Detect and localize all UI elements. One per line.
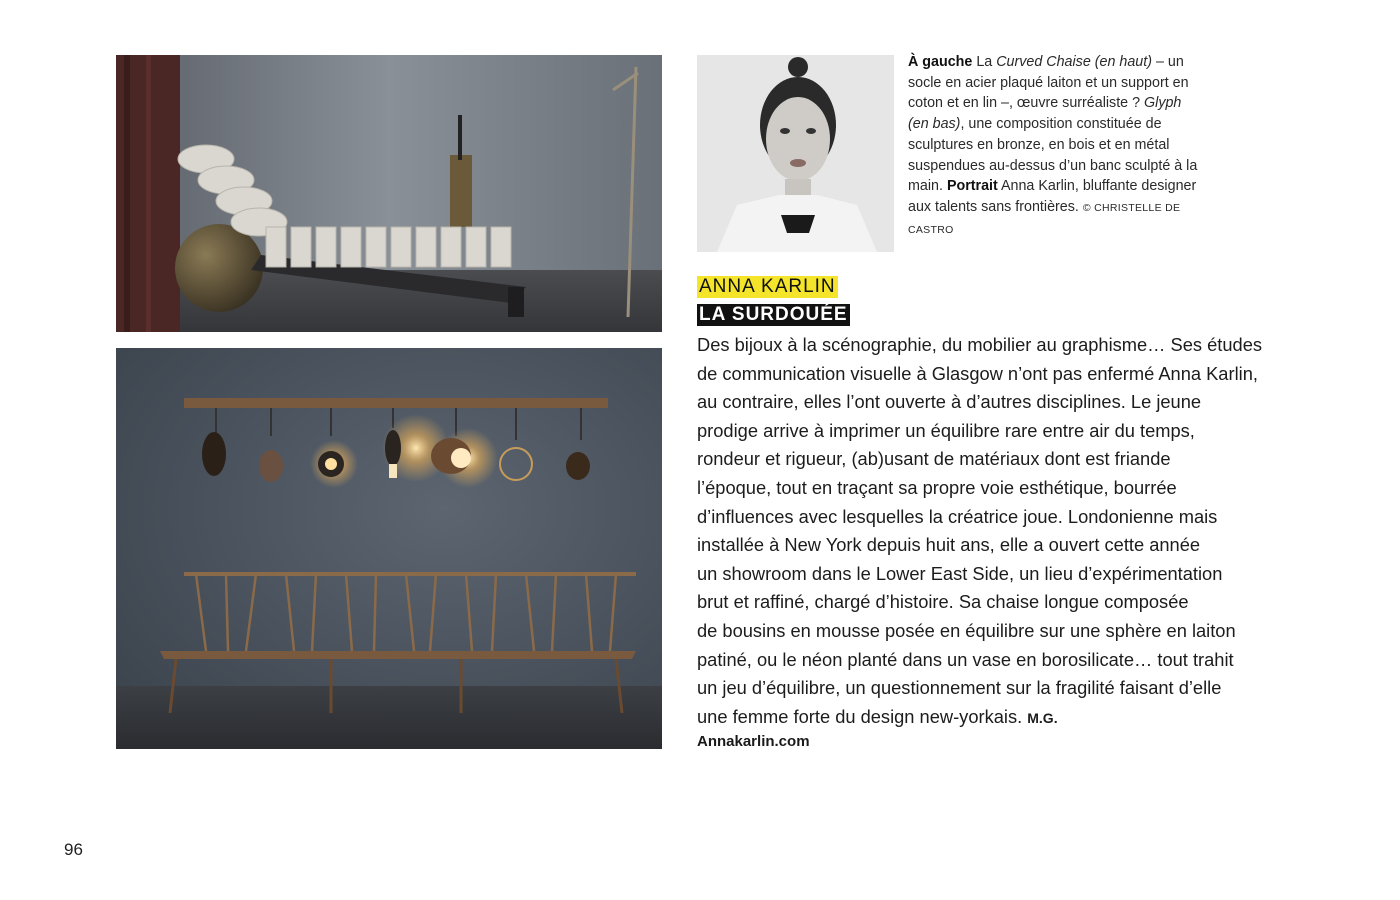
caption-label-left: À gauche	[908, 54, 973, 70]
article-title-subtitle: LA SURDOUÉE	[699, 304, 848, 325]
caption-text: Anna Karlin, bluffante designer aux talents sans frontières.	[908, 178, 1197, 215]
body-line: prodige arrive à imprimer un équilibre rare entre air du temps,	[697, 419, 1195, 441]
portrait-illustration	[697, 55, 894, 252]
article-title-name: ANNA KARLIN	[699, 276, 836, 297]
portrait-photo	[697, 55, 894, 252]
chaise-photo	[116, 55, 662, 332]
photo-credit: © CHRISTELLE DE CASTRO	[908, 201, 1181, 236]
body-line: patiné, ou le néon planté dans un vase en borosilicate… tout trahit	[697, 648, 1234, 670]
body-line: de bousins en mousse posée en équilibre sur une sphère en laiton	[697, 619, 1236, 641]
body-line: d’influences avec lesquelles la créatrice joue. Londonienne mais	[697, 505, 1218, 527]
body-line: au contraire, elles l’ont ouverte à d’autres disciplines. Le jeune	[697, 391, 1202, 413]
caption-text: , une composition constituée de sculptures en bronze, en bois et en métal suspendues au-dessus d’un banc sculpté à la main.	[908, 116, 1198, 195]
body-line: une femme forte du design new-yorkais.	[697, 705, 1028, 727]
body-line: de communication visuelle à Glasgow n’ont pas enfermé Anna Karlin,	[697, 362, 1258, 384]
body-line: un showroom dans le Lower East Side, un lieu d’expérimentation	[697, 562, 1223, 584]
body-line: brut et raffiné, chargé d’histoire. Sa chaise longue composée	[697, 591, 1189, 613]
article-body	[697, 331, 1297, 732]
body-line: Des bijoux à la scénographie, du mobilier au graphisme… Ses études	[697, 334, 1263, 355]
body-line: un jeu d’équilibre, un questionnement sur la fragilité faisant d’elle	[697, 677, 1222, 699]
caption-glyph-name: Glyph (en bas)	[908, 95, 1182, 133]
body-line: l’époque, tout en traçant sa propre voie esthétique, bourrée	[697, 476, 1177, 498]
caption-label-portrait: Portrait	[946, 178, 998, 195]
page-number: 96	[64, 840, 83, 859]
body-line: rondeur et rigueur, (ab)usant de matériaux dont est friande	[697, 448, 1171, 470]
caption-text: – un socle en acier plaqué laiton et un support en coton et en lin –, œuvre surréaliste ?	[908, 54, 1189, 112]
caption-text: La	[972, 54, 997, 70]
glyph-illustration	[116, 348, 662, 749]
photo-caption	[908, 52, 1198, 240]
body-line: installée à New York depuis huit ans, elle a ouvert cette année	[697, 534, 1201, 556]
body-line-last	[697, 703, 1297, 733]
website-link[interactable]: Annakarlin.com	[697, 733, 810, 750]
glyph-photo	[116, 348, 662, 749]
author-signature: M.G.	[1027, 709, 1058, 726]
chaise-illustration	[116, 55, 662, 332]
caption-chaise-name: Curved Chaise (en haut)	[996, 54, 1152, 70]
